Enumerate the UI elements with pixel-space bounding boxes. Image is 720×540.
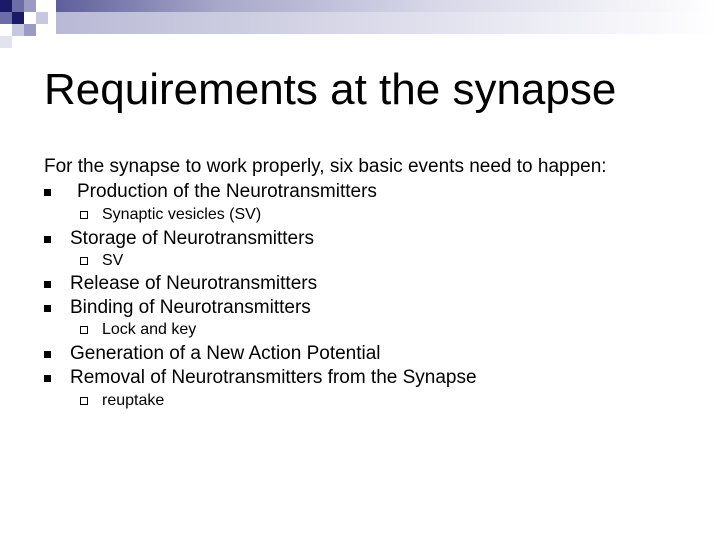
slide-intro: For the synapse to work properly, six basic events need to happen: — [44, 156, 607, 177]
sub-bullet-text: Synaptic vesicles (SV) — [102, 206, 262, 223]
sub-bullet-text: Lock and key — [102, 321, 197, 338]
slide-title: Requirements at the synapse — [44, 65, 617, 114]
bullet-text: Binding of Neurotransmitters — [70, 297, 311, 318]
decor-square — [24, 0, 36, 12]
decor-square — [12, 0, 24, 12]
header-gradient-bar — [56, 12, 720, 34]
decor-square — [0, 36, 12, 48]
decor-square — [36, 12, 48, 24]
square-bullet-icon — [44, 236, 51, 243]
hollow-square-bullet-icon — [80, 397, 88, 405]
bullet-text: Production of the Neurotransmitters — [77, 181, 377, 202]
hollow-square-bullet-icon — [80, 257, 88, 265]
decor-square — [0, 12, 12, 24]
hollow-square-bullet-icon — [80, 326, 88, 334]
square-bullet-icon — [44, 375, 51, 382]
square-bullet-icon — [44, 189, 51, 196]
bullet-text: Generation of a New Action Potential — [70, 343, 381, 364]
square-bullet-icon — [44, 305, 51, 312]
bullet-text: Removal of Neurotransmitters from the Synapse — [70, 367, 477, 388]
sub-bullet-text: reuptake — [102, 392, 165, 409]
bullet-text: Storage of Neurotransmitters — [70, 228, 314, 249]
hollow-square-bullet-icon — [80, 211, 88, 219]
square-bullet-icon — [44, 281, 51, 288]
decor-square — [0, 0, 12, 12]
bullet-text: Release of Neurotransmitters — [70, 273, 318, 294]
square-bullet-icon — [44, 351, 51, 358]
decor-square — [24, 24, 36, 36]
decor-square — [12, 12, 24, 24]
decor-square — [12, 24, 24, 36]
sub-bullet-text: SV — [102, 252, 124, 269]
